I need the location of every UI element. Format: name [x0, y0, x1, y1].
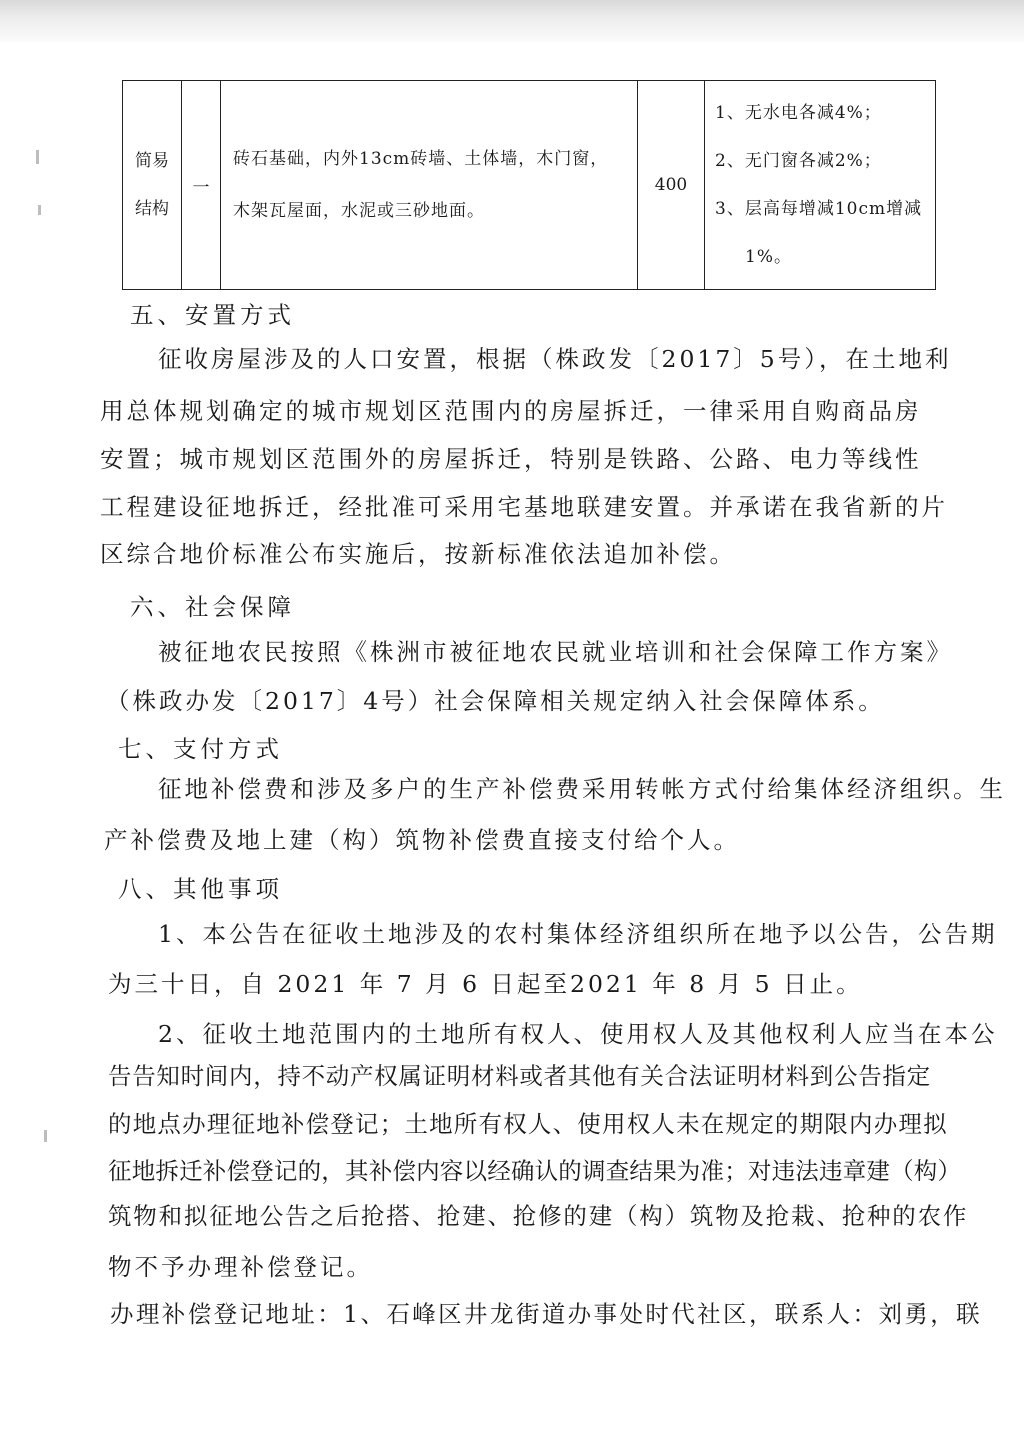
- paragraph-line: （株政办发〔2017〕4号）社会保障相关规定纳入社会保障体系。: [106, 687, 885, 715]
- section-heading: 七、支付方式: [118, 735, 283, 763]
- paragraph-line: 征地补偿费和涉及多户的生产补偿费采用转帐方式付给集体经济组织。生: [158, 775, 1006, 803]
- paragraph-line: 告告知时间内，持不动产权属证明材料或者其他有关合法证明材料到公告指定: [108, 1062, 931, 1090]
- category-line: 结构: [135, 199, 169, 219]
- note-line: 2、无门窗各减2%；: [715, 151, 882, 171]
- scan-mark: [38, 205, 41, 215]
- paragraph-line: 征收房屋涉及的人口安置，根据（株政发〔2017〕5号），在土地利: [158, 345, 952, 373]
- paragraph-line: 被征地农民按照《株洲市被征地农民就业培训和社会保障工作方案》: [158, 638, 953, 666]
- table-row: [123, 81, 936, 290]
- paragraph-line: 产补偿费及地上建（构）筑物补偿费直接支付给个人。: [104, 826, 740, 854]
- compensation-table: [122, 80, 936, 290]
- paragraph-line: 工程建设征地拆迁，经批准可采用宅基地联建安置。并承诺在我省新的片: [100, 493, 948, 521]
- notes-cell: [705, 81, 936, 290]
- paragraph-line: 筑物和拟征地公告之后抢搭、抢建、抢修的建（构）筑物及抢栽、抢种的农作: [108, 1202, 969, 1230]
- paragraph-line: 为三十日，自 2021 年 7 月 6 日起至2021 年 8 月 5 日止。: [108, 970, 863, 998]
- paragraph-line: 区综合地价标准公布实施后，按新标准依法追加补偿。: [100, 540, 736, 568]
- scan-mark: [44, 1130, 47, 1142]
- paragraph-line: 征地拆迁补偿登记的，其补偿内容以经确认的调查结果为准；对违法违章建（构）: [108, 1157, 962, 1185]
- price-cell: 400: [638, 81, 705, 290]
- note-line: 3、层高每增减10cm增减: [715, 199, 923, 219]
- section-heading: 五、安置方式: [130, 301, 295, 329]
- section-heading: 八、其他事项: [118, 875, 283, 903]
- paragraph-line: 物不予办理补偿登记。: [108, 1253, 373, 1281]
- paragraph-line: 安置；城市规划区范围外的房屋拆迁，特别是铁路、公路、电力等线性: [100, 445, 922, 473]
- paragraph-line: 2、征收土地范围内的土地所有权人、使用权人及其他权利人应当在本公: [158, 1020, 998, 1048]
- grade-cell: 一: [182, 81, 221, 290]
- paragraph-line: 办理补偿登记地址：1、石峰区井龙街道办事处时代社区，联系人：刘勇，联: [110, 1300, 983, 1328]
- paragraph-line: 1、本公告在征收土地涉及的农村集体经济组织所在地予以公告，公告期: [158, 920, 998, 948]
- section-heading: 六、社会保障: [130, 593, 295, 621]
- note-line: 1%。: [745, 247, 792, 267]
- paragraph-line: 的地点办理征地补偿登记；土地所有权人、使用权人未在规定的期限内办理拟: [108, 1110, 948, 1138]
- category-line: 简易: [135, 151, 169, 171]
- scan-mark: [36, 150, 39, 164]
- paragraph-line: 用总体规划确定的城市规划区范围内的房屋拆迁，一律采用自购商品房: [100, 397, 922, 425]
- structure-category-cell: [123, 81, 182, 290]
- description-cell: 砖石基础，内外13cm砖墙、土体墙，木门窗，木架瓦屋面，水泥或三砂地面。: [221, 81, 638, 290]
- note-line: 1、无水电各减4%；: [715, 103, 882, 123]
- scan-top-edge: [0, 0, 1024, 42]
